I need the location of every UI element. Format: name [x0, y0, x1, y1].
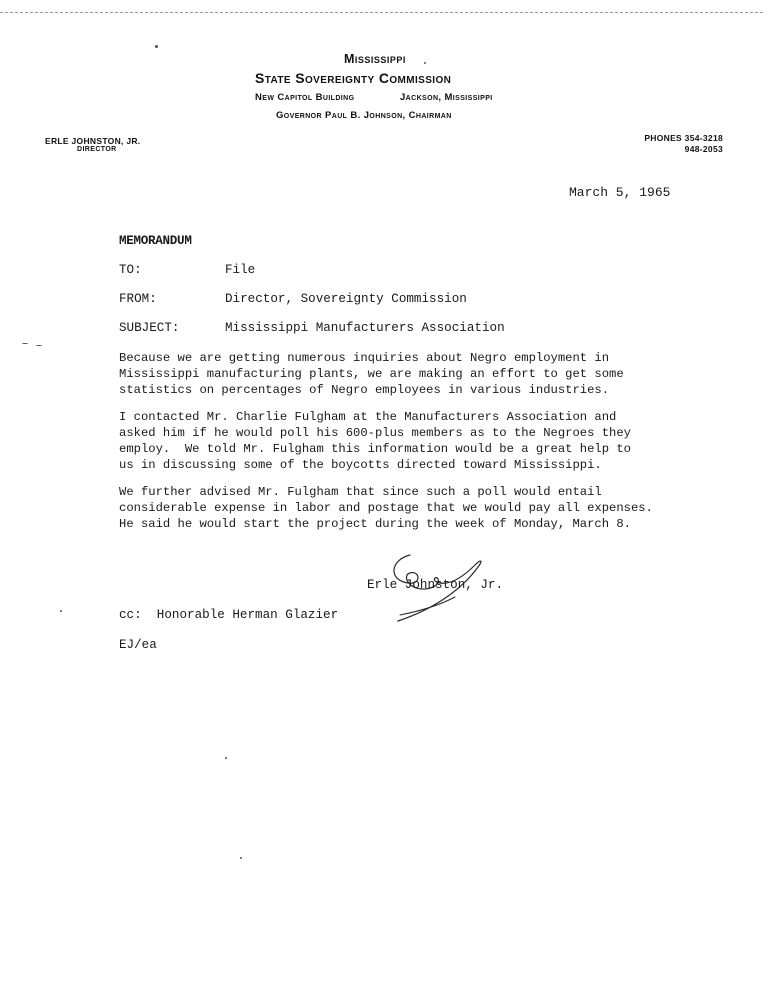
letterhead-building: New Capitol Building: [255, 92, 355, 103]
body-line: considerable expense in labor and postage that we would pay all expenses.: [119, 501, 653, 515]
body-line: employ. We told Mr. Fulgham this information would be a great help to: [119, 442, 631, 456]
letterhead-state: Mississippi: [344, 52, 406, 66]
letterhead-organization: State Sovereignty Commission: [255, 70, 452, 86]
letterhead-governor: Governor Paul B. Johnson, Chairman: [276, 110, 452, 121]
body-line: asked him if he would poll his 600-plus members as to the Negroes they: [119, 426, 631, 440]
letterhead-director-name: ERLE JOHNSTON, JR.: [45, 136, 141, 146]
body-line: Because we are getting numerous inquiries about Negro employment in: [119, 351, 610, 365]
typist-initials: EJ/ea: [119, 638, 157, 652]
scan-speck: [36, 345, 42, 346]
body-line: He said he would start the project during the week of Monday, March 8.: [119, 517, 631, 531]
letterhead-director-title: DIRECTOR: [77, 146, 117, 153]
letterhead-city: Jackson, Mississippi: [400, 92, 493, 103]
scan-speck: [60, 610, 62, 612]
letterhead-phone-1: PHONES 354-3218: [644, 133, 723, 143]
memo-title: MEMORANDUM: [119, 234, 192, 248]
subject-label: SUBJECT:: [119, 321, 180, 335]
body-line: We further advised Mr. Fulgham that since such a poll would entail: [119, 485, 602, 499]
letterhead-phone-2: 948-2053: [684, 144, 723, 154]
body-paragraph-3: [119, 484, 679, 532]
body-line: I contacted Mr. Charlie Fulgham at the Manufacturers Association and: [119, 410, 617, 424]
from-value: Director, Sovereignty Commission: [225, 292, 467, 306]
signature-typed-name: Erle Johnston, Jr.: [367, 578, 504, 592]
body-line: Mississippi manufacturing plants, we are making an effort to get some: [119, 367, 624, 381]
scan-speck: [225, 757, 227, 759]
to-label: TO:: [119, 263, 142, 277]
scan-speck: [240, 857, 242, 859]
from-label: FROM:: [119, 292, 157, 306]
body-paragraph-1: [119, 350, 679, 398]
body-line: us in discussing some of the boycotts directed toward Mississippi.: [119, 458, 602, 472]
body-paragraph-2: [119, 409, 679, 473]
scan-speck: [155, 45, 158, 48]
top-edge-rule: [0, 12, 763, 13]
scan-speck: [22, 343, 28, 344]
to-value: File: [225, 263, 256, 277]
cc-line: cc: Honorable Herman Glazier: [119, 608, 339, 622]
body-line: statistics on percentages of Negro employees in various industries.: [119, 383, 610, 397]
scan-speck: [424, 62, 426, 64]
subject-value: Mississippi Manufacturers Association: [225, 321, 505, 335]
memo-date: March 5, 1965: [569, 185, 671, 200]
